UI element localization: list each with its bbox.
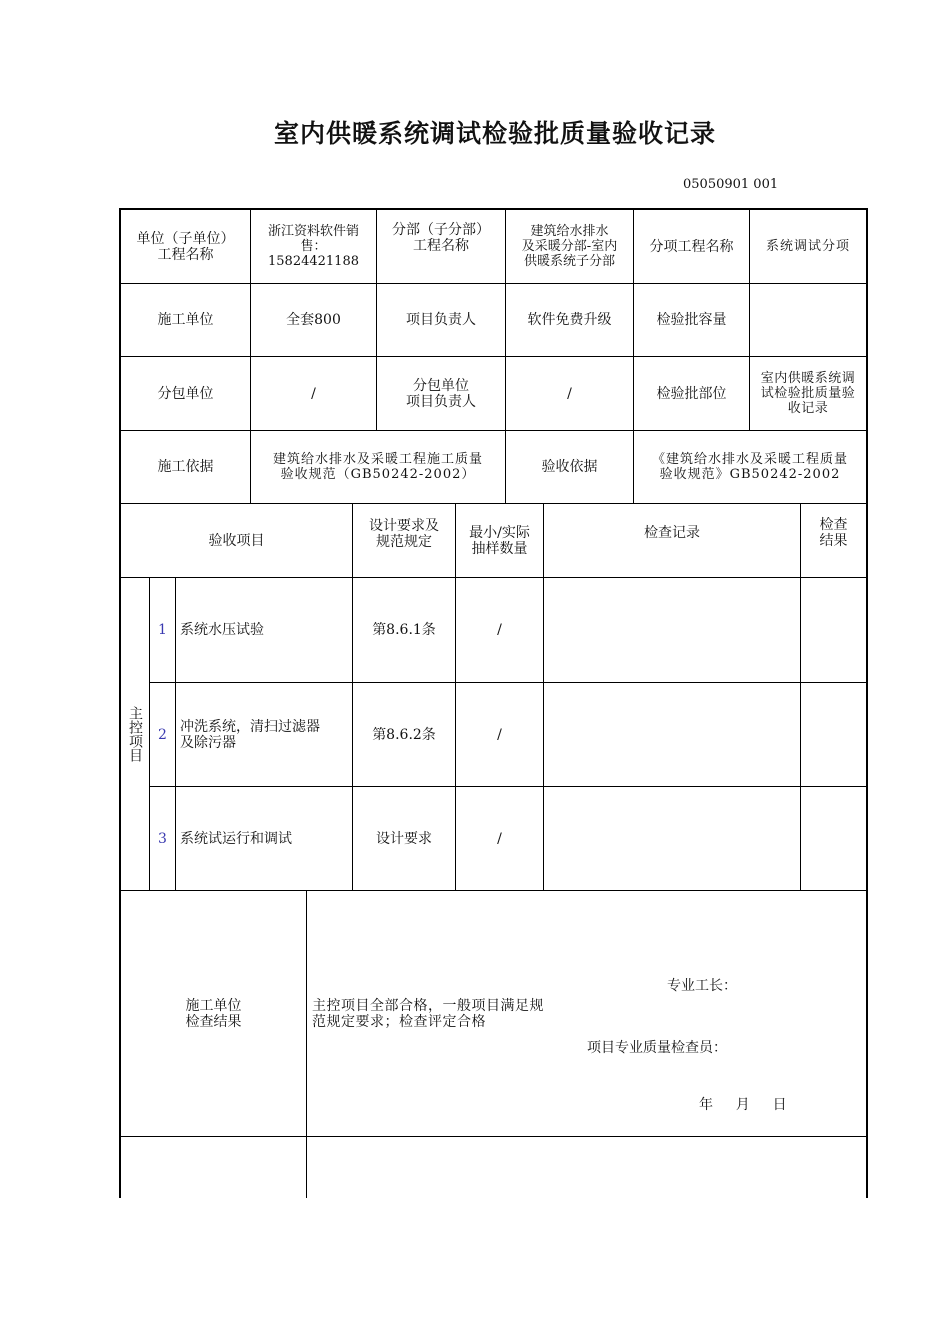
col-result: 检查 结果 bbox=[819, 517, 848, 549]
row-sample: / bbox=[497, 622, 502, 638]
row-spec: 第8.6.2条 bbox=[372, 726, 436, 743]
form-code: 05050901 001 bbox=[683, 177, 779, 192]
subitem-value: 系统调试分项 bbox=[765, 239, 850, 254]
row-sample: / bbox=[497, 830, 502, 847]
foreman-label: 专业工长： bbox=[667, 978, 737, 994]
unit-value: 浙江资料软件销 售： 15824421188 bbox=[267, 224, 359, 269]
location-label: 检验批部位 bbox=[656, 385, 727, 402]
accept-basis-label: 验收依据 bbox=[541, 459, 598, 475]
col-item: 验收项目 bbox=[208, 532, 265, 549]
capacity-label: 检验批容量 bbox=[656, 312, 727, 328]
sub-value: / bbox=[311, 385, 316, 402]
page-title: 室内供暖系统调试检验批质量验收记录 bbox=[273, 119, 716, 148]
unit-label: 单位（子单位） 工程名称 bbox=[136, 230, 235, 263]
division-label: 分部（子分部） 工程名称 bbox=[392, 222, 490, 254]
row-spec: 设计要求 bbox=[376, 830, 432, 847]
row-item: 系统水压试验 bbox=[180, 622, 264, 638]
pm-value: 软件免费升级 bbox=[527, 312, 612, 328]
basis-value: 建筑给水排水及采暖工程施工质量 验收规范（GB50242-2002） bbox=[272, 452, 483, 482]
capacity-value bbox=[750, 284, 866, 356]
row-item: 系统试运行和调试 bbox=[180, 830, 292, 847]
location-value: 室内供暖系统调 试检验批质量验 收记录 bbox=[760, 371, 856, 416]
row-spec: 第8.6.1条 bbox=[372, 622, 436, 638]
row-number: 1 bbox=[158, 622, 167, 638]
row-sample: / bbox=[497, 726, 502, 743]
inspector-label: 项目专业质量检查员： bbox=[587, 1040, 727, 1056]
col-record: 检查记录 bbox=[644, 525, 700, 541]
division-value: 建筑给水排水 及采暖分部-室内 供暖系统子分部 bbox=[521, 224, 618, 269]
row-number: 3 bbox=[158, 830, 167, 847]
col-design: 设计要求及 规范规定 bbox=[369, 518, 439, 550]
contractor-label: 施工单位 bbox=[157, 312, 214, 328]
sub-label: 分包单位 bbox=[157, 385, 214, 402]
basis-label: 施工依据 bbox=[157, 459, 214, 475]
row-number: 2 bbox=[158, 726, 167, 743]
inspection-text: 主控项目全部合格，一般项目满足规 范规定要求；检查评定合格 bbox=[312, 998, 544, 1030]
pm-label: 项目负责人 bbox=[406, 312, 476, 328]
col-sample: 最小/实际 抽样数量 bbox=[469, 524, 530, 557]
subitem-label: 分项工程名称 bbox=[649, 238, 734, 255]
contractor-value: 全套800 bbox=[286, 312, 341, 328]
inspection-label: 施工单位 检查结果 bbox=[185, 997, 242, 1030]
accept-basis-value: 《建筑给水排水及采暖工程质量 验收规范》GB50242-2002 bbox=[651, 452, 848, 482]
sub-pm-value: / bbox=[567, 385, 572, 402]
date-label: 年 月 日 bbox=[699, 1097, 788, 1113]
sub-pm-label: 分包单位 项目负责人 bbox=[406, 377, 476, 410]
main-control-label: 主控项目 bbox=[127, 706, 143, 762]
row-item: 冲洗系统，清扫过滤器 及除污器 bbox=[180, 718, 320, 751]
